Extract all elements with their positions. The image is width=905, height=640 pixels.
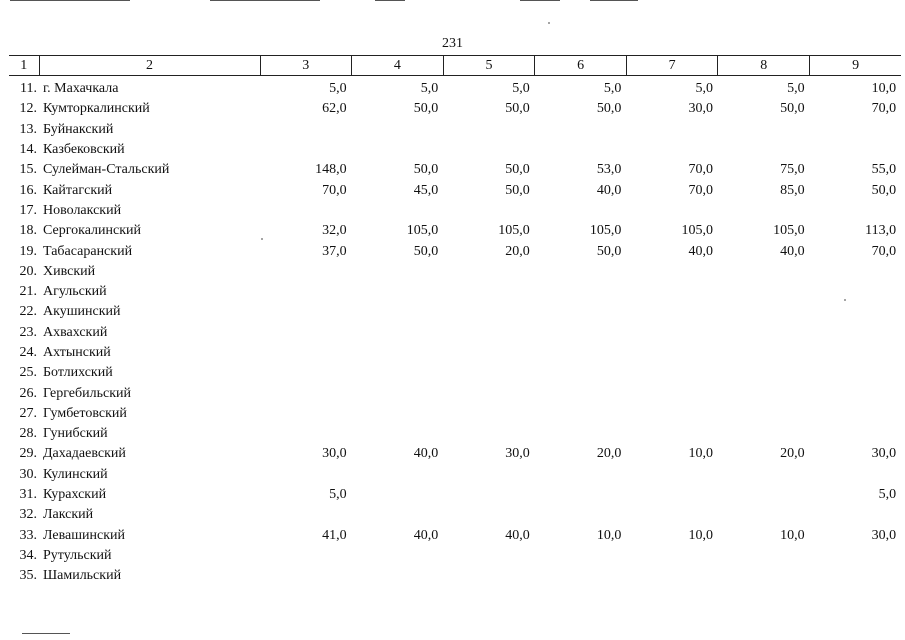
district-name: Кумторкалинский xyxy=(43,101,150,117)
table-row xyxy=(9,444,901,464)
row-number: 15. xyxy=(19,162,37,178)
district-name: Кайтагский xyxy=(43,182,113,198)
value-cell-col-5 xyxy=(443,485,535,505)
district-name: Дахадаевский xyxy=(43,446,126,462)
value-cell-col-9 xyxy=(810,282,902,302)
value-cell-col-8: 50,0 xyxy=(780,101,805,117)
value-cell-col-3 xyxy=(260,404,352,424)
value-cell-col-7 xyxy=(626,505,718,525)
district-name: Сулейман-Стальский xyxy=(43,162,170,178)
value-cell-col-3: 62,0 xyxy=(322,101,347,117)
value-cell-col-3: 41,0 xyxy=(322,527,347,543)
value-cell-col-9: 5,0 xyxy=(878,487,897,503)
table-row xyxy=(9,424,901,444)
value-cell-col-8 xyxy=(718,363,810,383)
value-cell-col-8 xyxy=(718,546,810,566)
value-cell-col-5 xyxy=(443,343,535,363)
column-header-2: 2 xyxy=(39,56,260,76)
table-row xyxy=(9,282,901,302)
value-cell-col-3: 37,0 xyxy=(322,243,347,259)
value-cell-col-3: 5,0 xyxy=(329,81,347,97)
row-number: 23. xyxy=(19,324,37,340)
value-cell-col-7 xyxy=(626,485,718,505)
row-number: 16. xyxy=(19,182,37,198)
value-cell-col-5 xyxy=(443,383,535,403)
row-number: 19. xyxy=(19,243,37,259)
value-cell-col-5: 5,0 xyxy=(512,81,530,97)
value-cell-col-8 xyxy=(718,404,810,424)
row-number: 14. xyxy=(19,142,37,158)
value-cell-col-3 xyxy=(260,566,352,586)
value-cell-col-3 xyxy=(260,262,352,282)
district-name: Ахтынский xyxy=(43,345,111,360)
value-cell-col-9: 30,0 xyxy=(871,527,897,543)
table-row xyxy=(9,160,901,180)
value-cell-col-3 xyxy=(260,363,352,383)
value-cell-col-7: 10,0 xyxy=(688,446,713,462)
column-header-6: 6 xyxy=(535,56,627,76)
district-name: Ахвахский xyxy=(43,324,108,340)
value-cell-col-6 xyxy=(535,201,627,221)
value-cell-col-7: 30,0 xyxy=(688,101,713,117)
value-cell-col-9 xyxy=(810,383,902,403)
value-cell-col-9 xyxy=(810,343,902,363)
row-number: 32. xyxy=(19,507,37,523)
value-cell-col-4 xyxy=(352,262,444,282)
value-cell-col-7: 70,0 xyxy=(688,182,713,198)
value-cell-col-4 xyxy=(352,465,444,485)
value-cell-col-3 xyxy=(260,302,352,322)
scan-edge-line-3 xyxy=(375,0,405,1)
value-cell-col-8: 75,0 xyxy=(780,162,805,178)
table-row xyxy=(9,180,901,200)
page-number: 231 xyxy=(442,36,463,51)
table-row xyxy=(9,343,901,363)
value-cell-col-7 xyxy=(626,383,718,403)
table-body xyxy=(9,76,901,587)
value-cell-col-6 xyxy=(535,465,627,485)
district-name: Сергокалинский xyxy=(43,223,142,239)
value-cell-col-9 xyxy=(810,201,902,221)
value-cell-col-6 xyxy=(535,282,627,302)
value-cell-col-4 xyxy=(352,424,444,444)
value-cell-col-9: 30,0 xyxy=(871,446,897,462)
value-cell-col-4: 45,0 xyxy=(413,182,439,198)
table-row xyxy=(9,526,901,546)
value-cell-col-3 xyxy=(260,546,352,566)
scan-edge-line-2 xyxy=(210,0,320,1)
value-cell-col-6 xyxy=(535,424,627,444)
row-number: 31. xyxy=(19,487,37,503)
value-cell-col-9: 50,0 xyxy=(871,182,897,198)
value-cell-col-4: 50,0 xyxy=(413,162,439,178)
value-cell-col-7 xyxy=(626,120,718,140)
value-cell-col-9 xyxy=(810,546,902,566)
value-cell-col-4 xyxy=(352,343,444,363)
value-cell-col-6 xyxy=(535,546,627,566)
value-cell-col-6 xyxy=(535,363,627,383)
column-header-4: 4 xyxy=(352,56,444,76)
value-cell-col-6: 40,0 xyxy=(596,182,622,198)
value-cell-col-6 xyxy=(535,383,627,403)
value-cell-col-6 xyxy=(535,302,627,322)
district-name: Буйнакский xyxy=(43,121,114,137)
value-cell-col-3 xyxy=(260,505,352,525)
value-cell-col-4: 5,0 xyxy=(420,81,439,97)
value-cell-col-6 xyxy=(535,140,627,160)
value-cell-col-8: 10,0 xyxy=(780,527,805,543)
value-cell-col-7 xyxy=(626,262,718,282)
value-cell-col-5 xyxy=(443,566,535,586)
value-cell-col-5 xyxy=(443,404,535,424)
row-number: 24. xyxy=(19,345,37,360)
value-cell-col-8 xyxy=(718,302,810,322)
value-cell-col-4 xyxy=(352,302,444,322)
district-name: Хивский xyxy=(43,263,96,279)
row-number: 21. xyxy=(19,284,37,300)
value-cell-col-9 xyxy=(810,465,902,485)
district-name: Новолакский xyxy=(43,202,122,218)
district-name: Казбековский xyxy=(43,142,125,158)
row-number: 22. xyxy=(19,304,37,320)
value-cell-col-5 xyxy=(443,323,535,343)
value-cell-col-6 xyxy=(535,323,627,343)
value-cell-col-5 xyxy=(443,546,535,566)
value-cell-col-3: 32,0 xyxy=(322,223,347,239)
row-number: 25. xyxy=(19,365,37,381)
value-cell-col-9 xyxy=(810,505,902,525)
table-row xyxy=(9,262,901,282)
value-cell-col-5 xyxy=(443,282,535,302)
district-name: Агульский xyxy=(43,284,107,300)
value-cell-col-8 xyxy=(718,120,810,140)
value-cell-col-6 xyxy=(535,505,627,525)
value-cell-col-8: 85,0 xyxy=(780,182,805,198)
value-cell-col-6: 5,0 xyxy=(603,81,622,97)
value-cell-col-8 xyxy=(718,383,810,403)
value-cell-col-4 xyxy=(352,140,444,160)
value-cell-col-8: 20,0 xyxy=(780,446,805,462)
value-cell-col-8 xyxy=(718,465,810,485)
value-cell-col-4 xyxy=(352,566,444,586)
table-row xyxy=(9,201,901,221)
row-number: 11. xyxy=(20,81,37,97)
scan-speck xyxy=(548,22,550,24)
table-row xyxy=(9,383,901,403)
table-row xyxy=(9,76,901,100)
value-cell-col-6 xyxy=(535,343,627,363)
row-number: 30. xyxy=(19,466,37,482)
value-cell-col-9 xyxy=(810,323,902,343)
value-cell-col-7 xyxy=(626,363,718,383)
value-cell-col-7 xyxy=(626,201,718,221)
column-header-8: 8 xyxy=(718,56,810,76)
district-name: Лакский xyxy=(43,507,94,523)
value-cell-col-7 xyxy=(626,302,718,322)
row-number: 34. xyxy=(19,547,37,563)
value-cell-col-3 xyxy=(260,465,352,485)
value-cell-col-9 xyxy=(810,140,902,160)
row-number: 18. xyxy=(19,223,37,239)
value-cell-col-7 xyxy=(626,140,718,160)
value-cell-col-7 xyxy=(626,282,718,302)
value-cell-col-7: 40,0 xyxy=(688,243,713,259)
value-cell-col-3 xyxy=(260,201,352,221)
column-header-1: 1 xyxy=(9,56,39,76)
value-cell-col-4: 50,0 xyxy=(413,101,439,117)
value-cell-col-5: 50,0 xyxy=(505,101,530,117)
value-cell-col-7 xyxy=(626,546,718,566)
table-header-row xyxy=(9,56,901,76)
value-cell-col-9: 55,0 xyxy=(871,162,897,178)
scan-edge-line-1 xyxy=(10,0,130,1)
value-cell-col-6: 50,0 xyxy=(596,243,622,259)
value-cell-col-8: 5,0 xyxy=(787,81,805,97)
value-cell-col-7: 5,0 xyxy=(695,81,713,97)
value-cell-col-8: 40,0 xyxy=(780,243,805,259)
value-cell-col-4 xyxy=(352,323,444,343)
value-cell-col-4 xyxy=(352,201,444,221)
row-number: 28. xyxy=(19,426,37,442)
value-cell-col-7 xyxy=(626,343,718,363)
column-header-3: 3 xyxy=(260,56,352,76)
scan-edge-line-4 xyxy=(520,0,560,1)
value-cell-col-8 xyxy=(718,343,810,363)
row-number: 12. xyxy=(19,101,37,117)
value-cell-col-9: 70,0 xyxy=(871,101,897,117)
value-cell-col-5 xyxy=(443,505,535,525)
value-cell-col-3 xyxy=(260,323,352,343)
value-cell-col-5: 30,0 xyxy=(505,446,530,462)
value-cell-col-5 xyxy=(443,424,535,444)
scan-edge-line-5 xyxy=(590,0,638,1)
value-cell-col-8 xyxy=(718,323,810,343)
district-name: г. Махачкала xyxy=(43,81,119,97)
value-cell-col-7 xyxy=(626,566,718,586)
value-cell-col-6 xyxy=(535,404,627,424)
row-number: 17. xyxy=(19,202,37,218)
value-cell-col-7: 105,0 xyxy=(681,223,713,239)
value-cell-col-3 xyxy=(260,282,352,302)
district-name: Курахский xyxy=(43,487,107,503)
value-cell-col-5 xyxy=(443,140,535,160)
district-name: Гергебильский xyxy=(43,385,131,401)
table-row xyxy=(9,302,901,322)
value-cell-col-6: 10,0 xyxy=(596,527,622,543)
column-header-5: 5 xyxy=(443,56,535,76)
value-cell-col-3 xyxy=(260,120,352,140)
value-cell-col-3 xyxy=(260,383,352,403)
row-number: 27. xyxy=(19,405,37,421)
district-name: Левашинский xyxy=(43,527,126,543)
value-cell-col-7 xyxy=(626,465,718,485)
table-row xyxy=(9,485,901,505)
row-number: 29. xyxy=(19,446,37,462)
value-cell-col-8 xyxy=(718,282,810,302)
district-name: Рутульский xyxy=(43,547,112,563)
value-cell-col-6 xyxy=(535,120,627,140)
value-cell-col-9 xyxy=(810,302,902,322)
value-cell-col-8 xyxy=(718,566,810,586)
value-cell-col-4 xyxy=(352,120,444,140)
row-number: 20. xyxy=(19,263,37,279)
value-cell-col-4: 50,0 xyxy=(413,243,439,259)
table-row xyxy=(9,505,901,525)
table-row xyxy=(9,404,901,424)
value-cell-col-8 xyxy=(718,424,810,444)
table-row xyxy=(9,120,901,140)
value-cell-col-6: 53,0 xyxy=(596,162,622,178)
value-cell-col-5 xyxy=(443,363,535,383)
value-cell-col-4 xyxy=(352,363,444,383)
row-number: 35. xyxy=(19,568,37,584)
district-name: Ботлихский xyxy=(43,365,113,381)
table-row xyxy=(9,323,901,343)
value-cell-col-8 xyxy=(718,505,810,525)
district-name: Табасаранский xyxy=(43,243,133,259)
value-cell-col-9 xyxy=(810,262,902,282)
value-cell-col-3: 5,0 xyxy=(329,487,347,503)
value-cell-col-8 xyxy=(718,485,810,505)
value-cell-col-9: 70,0 xyxy=(871,243,897,259)
value-cell-col-6: 20,0 xyxy=(596,446,622,462)
footnote-line xyxy=(22,633,70,634)
value-cell-col-6 xyxy=(535,485,627,505)
value-cell-col-9 xyxy=(810,120,902,140)
value-cell-col-3: 30,0 xyxy=(322,446,347,462)
value-cell-col-8 xyxy=(718,262,810,282)
value-cell-col-9 xyxy=(810,363,902,383)
value-cell-col-5 xyxy=(443,465,535,485)
value-cell-col-7 xyxy=(626,424,718,444)
district-name: Кулинский xyxy=(43,466,108,482)
table-row xyxy=(9,140,901,160)
column-header-7: 7 xyxy=(626,56,718,76)
value-cell-col-7: 10,0 xyxy=(688,527,713,543)
value-cell-col-8: 105,0 xyxy=(773,223,805,239)
table-row xyxy=(9,221,901,241)
value-cell-col-3 xyxy=(260,343,352,363)
district-name: Гунибский xyxy=(43,426,108,442)
value-cell-col-4: 40,0 xyxy=(413,446,439,462)
value-cell-col-9: 113,0 xyxy=(865,223,897,239)
value-cell-col-6: 50,0 xyxy=(596,101,622,117)
value-cell-col-7: 70,0 xyxy=(688,162,713,178)
table-row xyxy=(9,363,901,383)
value-cell-col-5: 50,0 xyxy=(505,162,530,178)
table-row xyxy=(9,546,901,566)
value-cell-col-6 xyxy=(535,566,627,586)
value-cell-col-3: 148,0 xyxy=(315,162,347,178)
table-row xyxy=(9,465,901,485)
value-cell-col-8 xyxy=(718,201,810,221)
table-row xyxy=(9,241,901,261)
value-cell-col-9 xyxy=(810,566,902,586)
value-cell-col-5: 105,0 xyxy=(498,223,530,239)
value-cell-col-4: 105,0 xyxy=(406,223,439,239)
table-row xyxy=(9,99,901,119)
value-cell-col-5 xyxy=(443,302,535,322)
value-cell-col-4 xyxy=(352,282,444,302)
row-number: 33. xyxy=(19,527,37,543)
value-cell-col-5: 40,0 xyxy=(505,527,530,543)
column-header-9: 9 xyxy=(810,56,902,76)
value-cell-col-7 xyxy=(626,404,718,424)
value-cell-col-4 xyxy=(352,485,444,505)
value-cell-col-9: 10,0 xyxy=(871,81,897,97)
value-cell-col-3: 70,0 xyxy=(322,182,347,198)
value-cell-col-3 xyxy=(260,140,352,160)
value-cell-col-4: 40,0 xyxy=(413,527,439,543)
value-cell-col-8 xyxy=(718,140,810,160)
value-cell-col-9 xyxy=(810,404,902,424)
row-number: 26. xyxy=(19,385,37,401)
value-cell-col-3 xyxy=(260,424,352,444)
district-name: Шамильский xyxy=(43,568,122,584)
district-name: Акушинский xyxy=(43,304,121,320)
district-name: Гумбетовский xyxy=(43,405,127,421)
value-cell-col-5 xyxy=(443,262,535,282)
value-cell-col-5 xyxy=(443,201,535,221)
value-cell-col-4 xyxy=(352,383,444,403)
value-cell-col-9 xyxy=(810,424,902,444)
table-row xyxy=(9,566,901,586)
value-cell-col-7 xyxy=(626,323,718,343)
value-cell-col-6: 105,0 xyxy=(589,223,622,239)
value-cell-col-5: 50,0 xyxy=(505,182,530,198)
value-cell-col-4 xyxy=(352,505,444,525)
value-cell-col-4 xyxy=(352,546,444,566)
value-cell-col-4 xyxy=(352,404,444,424)
row-number: 13. xyxy=(19,121,37,137)
value-cell-col-6 xyxy=(535,262,627,282)
value-cell-col-5 xyxy=(443,120,535,140)
value-cell-col-5: 20,0 xyxy=(505,243,530,259)
data-table xyxy=(9,55,901,586)
